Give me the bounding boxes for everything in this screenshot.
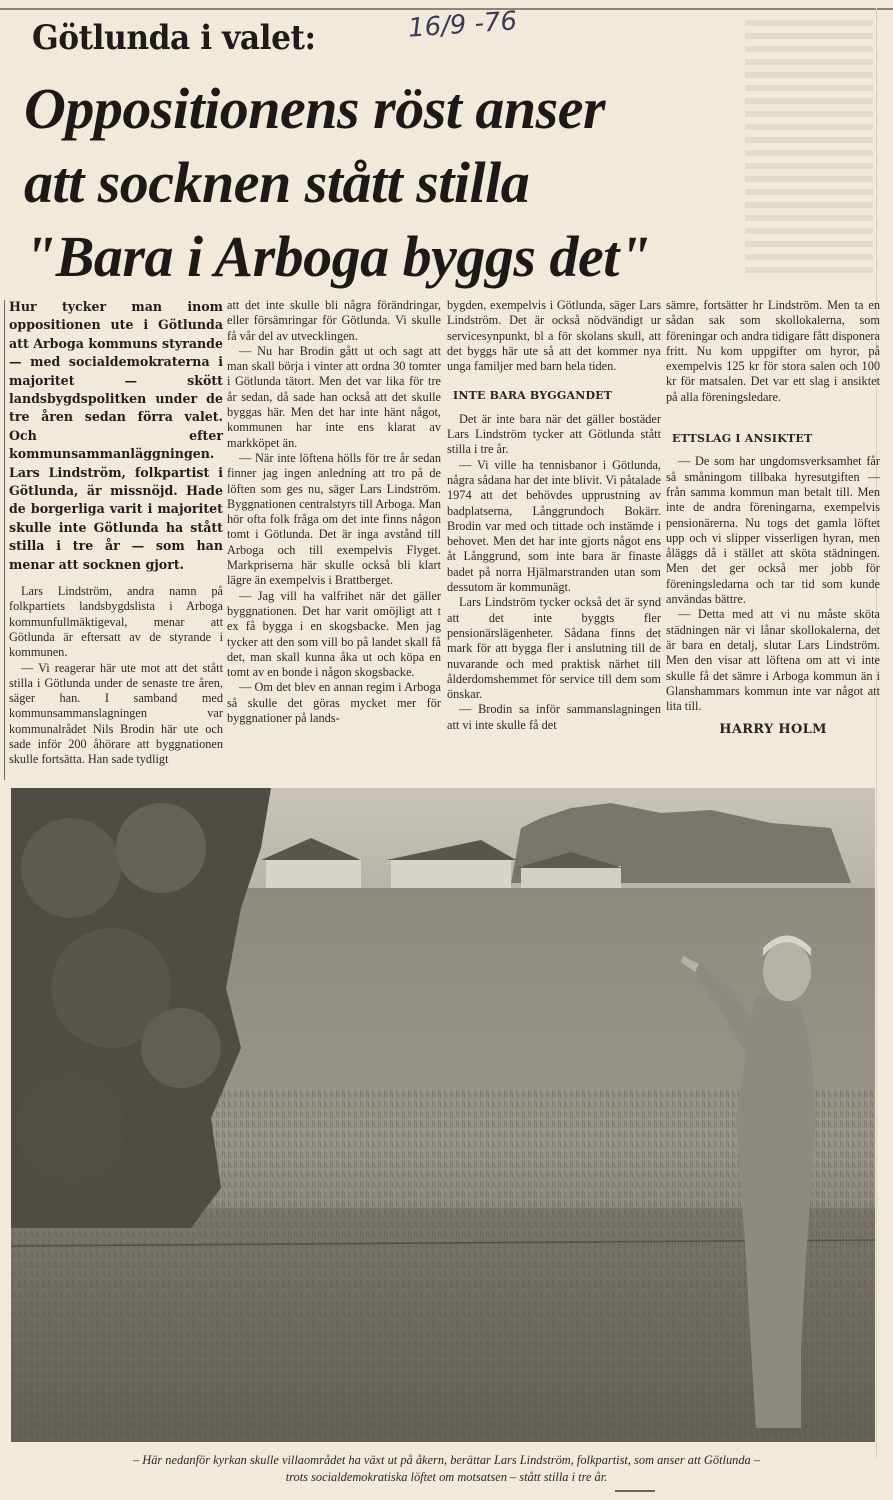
paragraph: — Vi ville ha tennisbanor i Götlunda, några sådana har det inte blivit. Vi påtalade 1974 att det behövdes upprustning av badplatserna, Långgrundoch Bokärr. Brodin var med och tittade och instämde i behovet. Men det har inte gjorts något ens åt Långgrund, som inte bara är finaste badet på norra Hjälmarstranden utan som dessutom är kommunägt. bbox=[447, 457, 661, 595]
headline-line: Oppositionens röst anser bbox=[24, 76, 606, 141]
handwritten-date: 16/9 -76 bbox=[407, 6, 519, 44]
paragraph: — Jag vill ha valfrihet när det gäller byggnationen. Det har varit omöjligt att t ex få bygga i en skogsbacke. Men jag tycker att den som vill bo på landet skall få det, man skall kunna åka ut och köpa en tomt av en bonde i någon skogsbacke. bbox=[227, 588, 441, 680]
column-border-left bbox=[4, 300, 5, 780]
article-column-2 bbox=[227, 298, 441, 726]
paragraph: Lars Lindström tycker också det är synd att det inte byggts fler pensionärslägenheter. Sådana finns det mark för att bygga fler i anslutning till de nuvarande och med praktisk närhet till ålderdomshemmet för service till dem som önskar. bbox=[447, 595, 661, 702]
article-column-3 bbox=[447, 298, 661, 733]
clipping-top-edge bbox=[0, 8, 893, 10]
paragraph: — När inte löftena hölls för tre år sedan finner jag ingen anledning att tro på de löften som ges nu, säger Lars Lindström. Byggnationen centralstyrs till Arboga. Man hör ofta folk fråga om det inte finns någon tomt i Götlunda. Det är inga avstånd till Arboga och till exempelvis Flyget. Markpriserna här skulle också bli klart lägre än exempelvis i Brattberget. bbox=[227, 450, 441, 588]
paragraph: att det inte skulle bli några förändringar, eller försämringar för Götlunda. Vi skulle få vår del av utvecklingen. bbox=[227, 298, 441, 343]
kicker: Götlunda i valet: bbox=[32, 18, 316, 58]
caption-line: trots socialdemokratiska löftet om motsatsen – stått stilla i tre år. bbox=[285, 1470, 608, 1484]
article-column-4 bbox=[666, 298, 880, 738]
byline: HARRY HOLM bbox=[719, 722, 827, 738]
caption-line: – Här nedanför kyrkan skulle villaområdet ha växt ut på åkern, berättar Lars Lindström, folkpartist, som anser att Götlunda – bbox=[132, 1453, 761, 1467]
paragraph: — Nu har Brodin gått ut och sagt att man skall börja i vinter att ordna 30 tomter i Götlunda tätort. Men det var lika för tre år sedan, då sade han också att det skulle byggas här. Men det har inte hänt något, kommunen har inte ens klarat av markköpet än. bbox=[227, 343, 441, 450]
paragraph: — Detta med att vi nu måste sköta städningen när vi lånar skollokalerna, det är bara en detalj, slutar Lars Lindström. Men den visar att löftena om att vi inte skulle få det sämre i Arboga kommun än i Glanshammars kommun inte var något att lita till. bbox=[666, 607, 880, 714]
headline bbox=[24, 72, 784, 294]
article-column-1 bbox=[9, 298, 223, 768]
news-photo bbox=[11, 788, 875, 1442]
paragraph: bygden, exempelvis i Götlunda, säger Lars Lindström. Det är också nödvändigt ur servicesynpunkt, bl a för skolans skull, att det byggs här ute så att det kommer nya unga familjer med barn hela tiden. bbox=[447, 298, 661, 374]
article-lead: Hur tycker man inom oppositionen ute i Götlunda att Arboga kommuns styrande — med socialdemokraterna i majoritet — skött landsbygdspolitken under de tre åren sedan förra valet. Och efter kommunsammanläggningen. Lars Lindström, folkpartist i Götlunda, är missnöjd. Hade de borgerliga varit i majoritet skulle inte Götlunda ha stått stilla i tre år — som han menar att socknen gjort. bbox=[9, 299, 223, 572]
headline-line: "Bara i Arboga byggs det" bbox=[24, 224, 651, 289]
subheading: INTE BARA BYGGANDET bbox=[453, 389, 613, 403]
paragraph: — Om det blev en annan regim i Arboga så skulle det göras mycket mer för byggnationer på lands- bbox=[227, 680, 441, 726]
paragraph: — De som har ungdomsverksamhet får så småningom tillbaka hyresutgiften — från samma kommun man betalt till. Men inte de andra föreningarna, exempelvis pensionärerna. Nu togs det gamla löftet upp och vi slipper visserligen hyran, men åläggs då i stället att sköta städningen. Men det ger också mer jobb för föreningsledarna och tar tid som kunde användas bättre. bbox=[666, 454, 880, 607]
paragraph: — Brodin sa inför sammanslagningen att vi inte skulle få det bbox=[447, 702, 661, 732]
paragraph: Det är inte bara när det gäller bostäder Lars Lindström tycker att Götlunda stått stilla i tre år. bbox=[447, 411, 661, 457]
paragraph: sämre, fortsätter hr Lindström. Men ta en sådan sak som skollokalerna, som föreningar och andra tidigare fått disponera fritt. Nu kom uppgifter om hyror, på exempelvis 125 kr för stora salen och 100 kr för matsalen. Det var ett slag i ansiktet på alla föreningsledare. bbox=[666, 298, 880, 404]
subheading: ETTSLAG I ANSIKTET bbox=[672, 432, 813, 446]
caption-rule bbox=[615, 1490, 655, 1492]
photo-caption bbox=[20, 1452, 873, 1486]
headline-line: att socknen stått stilla bbox=[24, 150, 530, 215]
paragraph: Lars Lindström, andra namn på folkpartiets landsbygdslista i Arboga kommunfullmäktigeval, menar att Götlunda är eftersatt av de styrande i kommunen. bbox=[9, 584, 223, 660]
paragraph: — Vi reagerar här ute mot att det stått stilla i Götlunda under de senaste tre åren, säger han. I samband med kommunsammanslagningen var kommunalrådet Nils Brodin här ute och sade inför 200 åhörare att byggnationen skulle fortsätta. Han sade tydligt bbox=[9, 660, 223, 767]
photo-illustration bbox=[11, 788, 875, 1442]
